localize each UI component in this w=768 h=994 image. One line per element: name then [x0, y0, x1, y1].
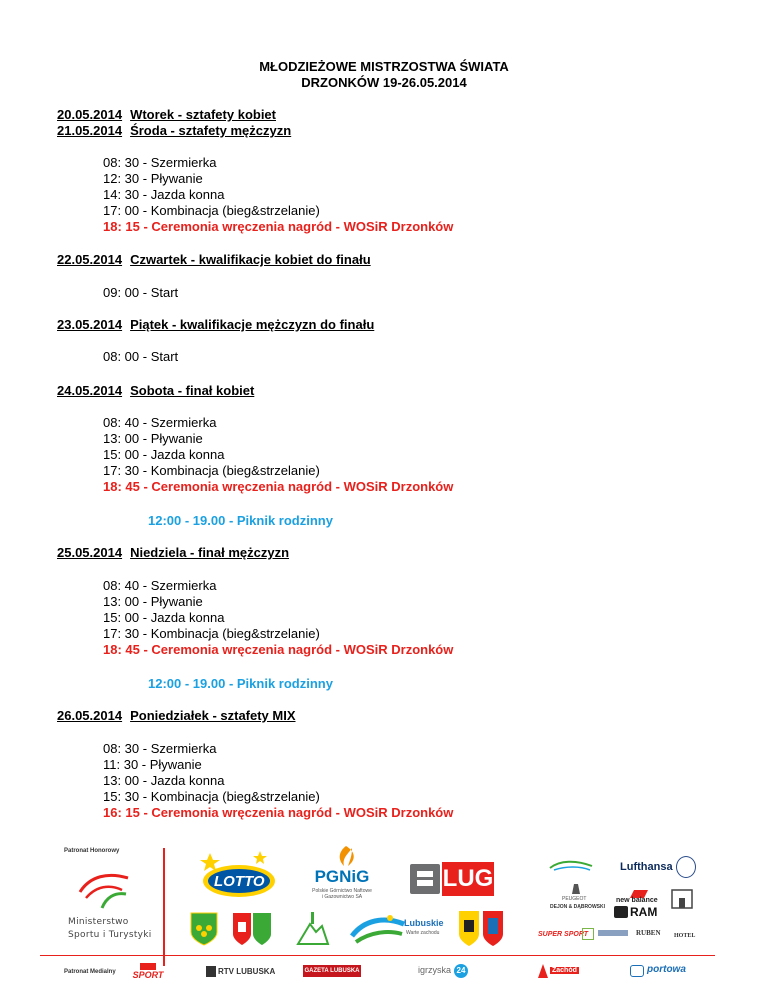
schedule-item: 17: 00 - Kombinacja (bieg&strzelanie)	[103, 203, 320, 218]
ram-icon	[614, 906, 628, 918]
gazeta-lubuska-logo	[303, 965, 361, 977]
divider	[40, 955, 715, 956]
herb-double-crest	[458, 910, 504, 948]
portowa-logo	[630, 963, 692, 979]
schedule-item: 11: 30 - Pływanie	[103, 757, 202, 772]
peugeot-logo	[566, 882, 586, 896]
sponsor-small-logo	[598, 930, 628, 936]
herb-green-crest	[190, 912, 218, 946]
ram-logo: RAM	[630, 905, 658, 919]
hotel-logo: HOTEL	[674, 933, 696, 939]
peugeot-text: PEUGEOT	[562, 896, 587, 902]
patronat-medialny-label: Patronat Medialny	[64, 969, 116, 975]
schedule-item: 15: 00 - Jazda konna	[103, 610, 225, 625]
schedule-item: 08: 30 - Szermierka	[103, 741, 217, 756]
divider	[163, 848, 165, 966]
schedule-item: 17: 30 - Kombinacja (bieg&strzelanie)	[103, 463, 320, 478]
lotto-wordmark: LOTTO	[214, 873, 265, 890]
mountain-logo	[296, 910, 330, 948]
igrzyska-text: igrzyska	[418, 965, 452, 975]
ceremony-item: 18: 15 - Ceremonia wręczenia nagród - WOSiR Drzonków	[103, 219, 454, 234]
portowa-text: portowa	[647, 964, 686, 975]
zachod-text: Zachód	[552, 967, 577, 974]
lubuskie-text: Lubuskie	[404, 918, 444, 928]
schedule-item: 08: 40 - Szermierka	[103, 578, 217, 593]
rtv-lubuska-logo	[206, 966, 276, 977]
schedule-item: 15: 00 - Jazda konna	[103, 447, 225, 462]
pgnig-wordmark: PGNiG	[314, 867, 370, 886]
igrzyska-number: 24	[454, 964, 468, 978]
new-balance-text: new balance	[616, 897, 658, 904]
ceremony-item: 18: 45 - Ceremonia wręczenia nagród - WOSiR Drzonków	[103, 642, 454, 657]
schedule-item: 08: 40 - Szermierka	[103, 415, 217, 430]
dejon-text: DEJON & DĄBROWSKI	[550, 904, 606, 910]
herb-red-crest	[232, 912, 272, 946]
day-heading-22: 22.05.2014 Czwartek - kwalifikacje kobiet do finału	[57, 252, 371, 267]
document-subtitle: DRZONKÓW 19-26.05.2014	[301, 75, 467, 90]
ministerstwo-text: Ministerstwo Sportu i Turystyki	[68, 917, 152, 940]
day-heading-24: 24.05.2014 Sobota - finał kobiet	[57, 383, 255, 398]
schedule-item: 13: 00 - Jazda konna	[103, 773, 225, 788]
lubuskie-sub: Warte zachodu	[406, 930, 440, 936]
lotto-logo	[200, 851, 278, 901]
lubuskie-logo	[350, 910, 406, 946]
pgnig-logo	[308, 844, 376, 900]
schedule-item: 15: 30 - Kombinacja (bieg&strzelanie)	[103, 789, 320, 804]
day-heading-26: 26.05.2014 Poniedziałek - sztafety MIX	[57, 708, 296, 723]
igrzyska-logo	[418, 964, 478, 978]
piknik-item: 12:00 - 19.00 - Piknik rodzinny	[148, 513, 333, 528]
zamek-logo	[668, 884, 696, 912]
crest-logo	[676, 856, 696, 878]
schedule-item: 14: 30 - Jazda konna	[103, 187, 225, 202]
schedule-item: 12: 30 - Pływanie	[103, 171, 203, 186]
tvp-sport-text: SPORT	[132, 970, 164, 980]
ceremony-item: 18: 45 - Ceremonia wręczenia nagród - WOSiR Drzonków	[103, 479, 454, 494]
day-heading-20: 20.05.2014 Wtorek - sztafety kobiet	[57, 107, 276, 122]
day-heading-23: 23.05.2014 Piątek - kwalifikacje mężczyzn do finału	[57, 317, 375, 332]
ruben-logo: RUBEN	[636, 929, 661, 937]
schedule-item: 08: 30 - Szermierka	[103, 155, 217, 170]
sponsor-green-logo	[546, 858, 596, 874]
super-sport-logo: SUPER SPORT	[538, 931, 589, 938]
schedule-item: 17: 30 - Kombinacja (bieg&strzelanie)	[103, 626, 320, 641]
ceremony-item: 16: 15 - Ceremonia wręczenia nagród - WOSiR Drzonków	[103, 805, 454, 820]
rtv-lubuska-text: RTV LUBUSKA	[206, 966, 275, 977]
document-title: MŁODZIEŻOWE MISTRZOSTWA ŚWIATA	[259, 59, 509, 74]
lug-wordmark: LUG	[442, 865, 494, 892]
schedule-item: 09: 00 - Start	[103, 285, 179, 300]
schedule-item: 13: 00 - Pływanie	[103, 431, 203, 446]
schedule-item: 13: 00 - Pływanie	[103, 594, 203, 609]
ministerstwo-logo	[76, 868, 136, 912]
lug-logo	[410, 862, 500, 896]
lufthansa-logo: Lufthansa	[620, 861, 673, 873]
tvp-sport-logo	[128, 963, 168, 981]
day-heading-25: 25.05.2014 Niedziela - finał mężczyzn	[57, 545, 290, 560]
piknik-item: 12:00 - 19.00 - Piknik rodzinny	[148, 676, 333, 691]
sponsor-square-logo	[582, 928, 594, 940]
pgnig-subtitle: Polskie Górnictwo Naftowe i Gazownictwo SA	[312, 888, 372, 900]
new-balance-icon	[628, 886, 650, 896]
schedule-item: 08: 00 - Start	[103, 349, 179, 364]
zachod-logo	[536, 962, 576, 980]
patronat-honorowy-label: Patronat Honorowy	[64, 848, 120, 854]
day-heading-21: 21.05.2014 Środa - sztafety mężczyzn	[57, 123, 292, 138]
gazeta-lubuska-text: GAZETA LUBUSKA	[304, 968, 360, 974]
